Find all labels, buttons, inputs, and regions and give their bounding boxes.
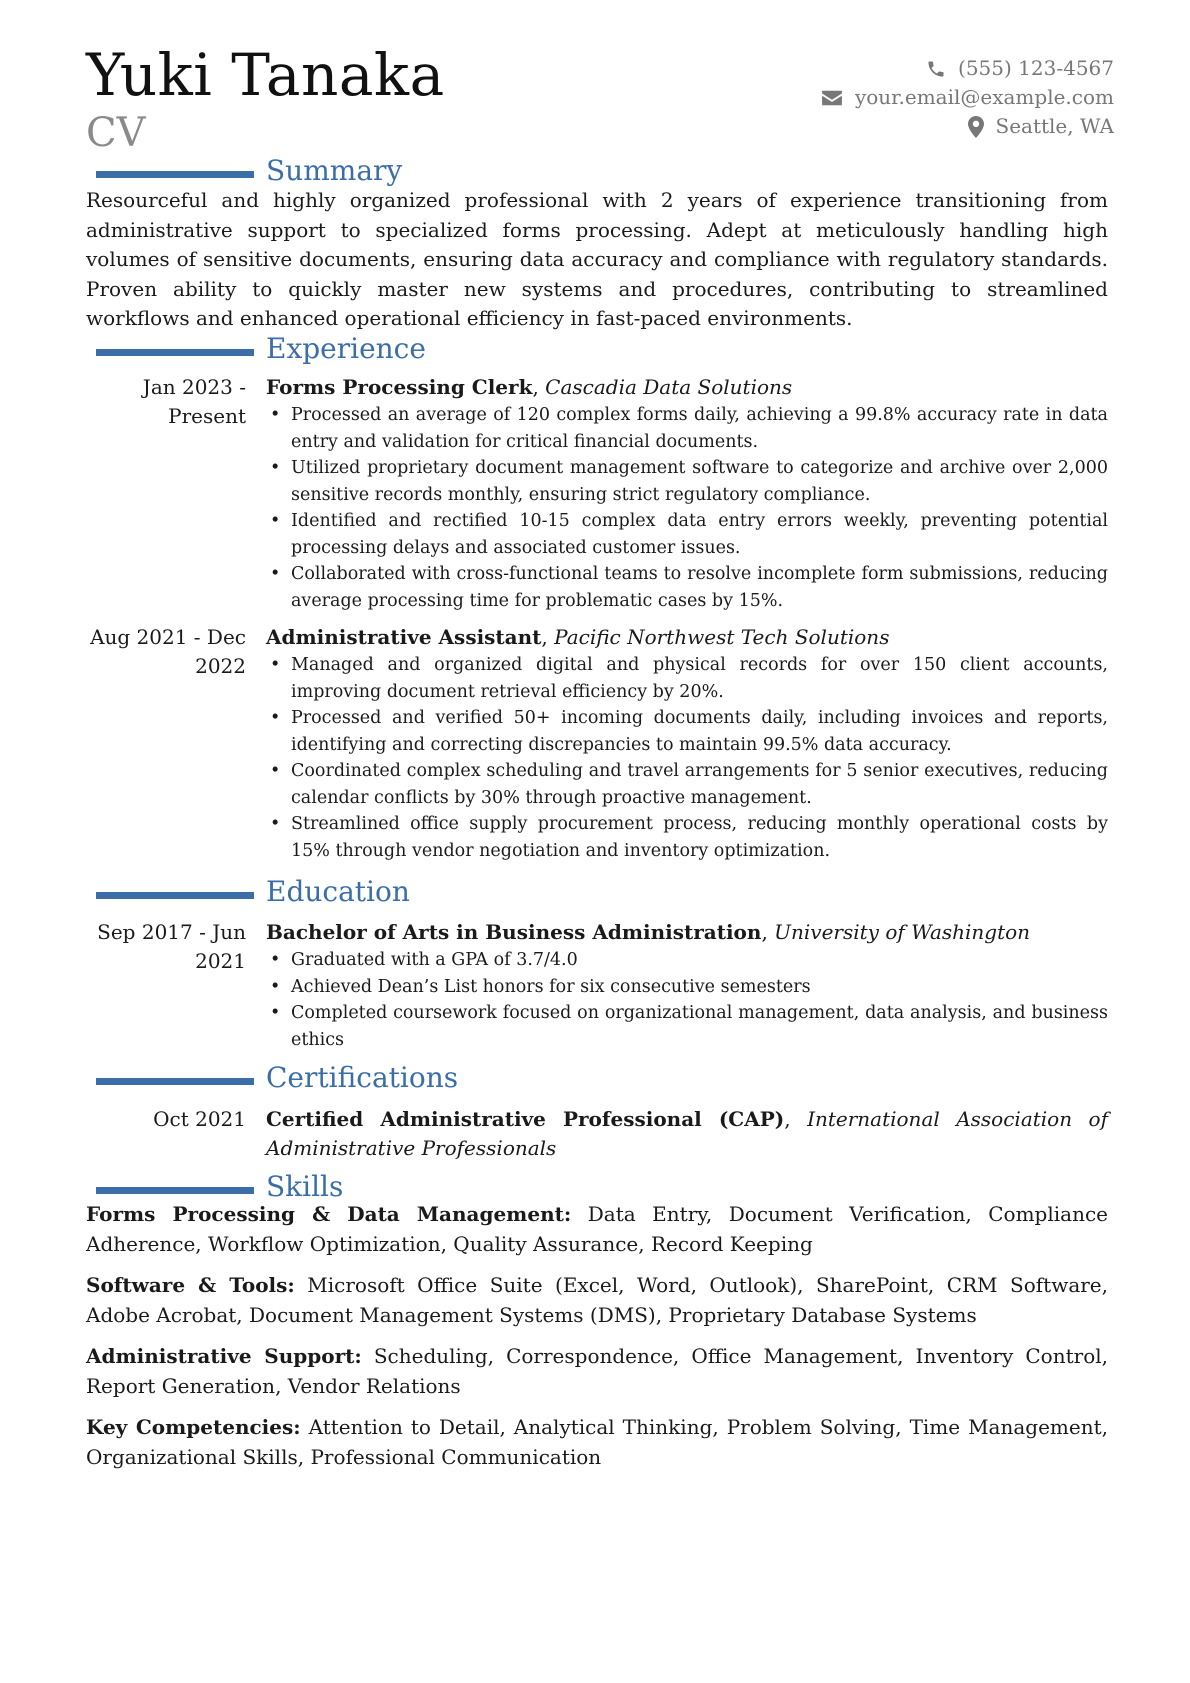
entry-date: Aug 2021 - Dec 2022 [90,625,246,678]
skill-value: Data Entry, Document Verification, Compliance Adherence, Workflow Optimization, Quality Assurance, Record Keeping [86,1202,1108,1256]
section-accent-bar [96,1078,254,1085]
entry-content [266,623,1108,864]
section-accent-bar [96,171,254,178]
entry-degree: Bachelor of Arts in Business Administration [266,920,762,944]
section-title: Education [266,875,410,908]
section-title: Summary [266,154,403,187]
section-accent-bar [96,349,254,356]
contact-email [821,83,1114,112]
skill-row [86,1413,1108,1472]
location-pin-icon [968,116,984,138]
summary-text: Resourceful and highly organized professional with 2 years of experience transitioning from administrative support to specialized forms processing. Adept at meticulously handling high volumes of sensitive documents, ensuring data accuracy and compliance with regulatory standards. Proven ability to quickly master new systems and procedures, contributing to streamlined workflows and enhanced operational efficiency in fast-paced environments. [86,188,1108,330]
entry-bullets [266,402,1108,614]
candidate-name: Yuki Tanaka [86,41,445,109]
certification-name: Certified Administrative Professional (CAP) [266,1107,785,1131]
entry-title: Certified Administrative Professional (CAP), International Association of Administrative Professionals [266,1107,1109,1160]
phone-text[interactable]: (555) 123-4567 [958,56,1114,80]
skill-label: Software & Tools: [86,1273,295,1297]
skill-value: Microsoft Office Suite (Excel, Word, Outlook), SharePoint, CRM Software, Adobe Acrobat, Document Management Systems (DMS), Proprietary Database Systems [86,1273,1108,1327]
entry-role: Administrative Assistant [266,625,542,649]
entry-date: Jan 2023 - Present [142,375,246,428]
section-title: Skills [266,1170,344,1203]
entry-title: Forms Processing Clerk, Cascadia Data Solutions [266,375,793,399]
section-title: Experience [266,332,426,365]
list-item: • Utilized proprietary document management software to categorize and archive over 2,000 sensitive records monthly, ensuring strict regulatory compliance. [266,455,1108,508]
list-item: • Completed coursework focused on organizational management, data analysis, and business ethics [266,1000,1108,1053]
skill-row [86,1271,1108,1330]
list-item: • Managed and organized digital and physical records for over 150 client accounts, improving document retrieval efficiency by 20%. [266,652,1108,705]
entry-content [266,918,1108,1053]
list-item: • Graduated with a GPA of 3.7/4.0 [266,947,1108,974]
entry-date: Sep 2017 - Jun 2021 [97,920,246,973]
document-subtitle: CV [86,110,146,156]
list-item: • Processed an average of 120 complex forms daily, achieving a 99.8% accuracy rate in data entry and validation for critical financial documents. [266,402,1108,455]
skill-row [86,1342,1108,1401]
section-accent-bar [96,1187,254,1194]
entry-role: Forms Processing Clerk [266,375,533,399]
entry-institution: University of Washington [774,920,1031,944]
entry-title: Bachelor of Arts in Business Administration, University of Washington [266,920,1031,944]
location-text: Seattle, WA [995,114,1114,138]
entry-organization: Cascadia Data Solutions [545,375,793,399]
skill-row [86,1200,1108,1259]
entry-bullets [266,652,1108,864]
list-item: • Coordinated complex scheduling and travel arrangements for 5 senior executives, reducing calendar conflicts by 30% through proactive management. [266,758,1108,811]
section-accent-bar [96,892,254,899]
phone-icon [926,59,946,79]
skill-value: Scheduling, Correspondence, Office Management, Inventory Control, Report Generation, Vendor Relations [86,1344,1108,1398]
list-item: • Achieved Dean’s List honors for six consecutive semesters [266,974,1108,1001]
entry-content [266,373,1108,614]
entry-bullets [266,947,1108,1053]
certification-issuer: International Association of Administrative Professionals [266,1107,1109,1160]
contact-block [821,54,1114,141]
entry-content [266,1105,1108,1163]
contact-location [821,112,1114,141]
skill-label: Forms Processing & Data Management: [86,1202,572,1226]
list-item: • Identified and rectified 10-15 complex data entry errors weekly, preventing potential processing delays and associated customer issues. [266,508,1108,561]
entry-date: Oct 2021 [153,1107,246,1131]
contact-phone [821,54,1114,83]
skill-label: Administrative Support: [86,1344,362,1368]
envelope-icon [821,89,843,107]
skill-value: Attention to Detail, Analytical Thinking, Problem Solving, Time Management, Organizational Skills, Professional Communication [86,1415,1108,1469]
skills-list [86,1200,1108,1484]
section-title: Certifications [266,1061,459,1094]
entry-title: Administrative Assistant, Pacific Northwest Tech Solutions [266,625,890,649]
list-item: • Streamlined office supply procurement process, reducing monthly operational costs by 15% through vendor negotiation and inventory optimization. [266,811,1108,864]
list-item: • Processed and verified 50+ incoming documents daily, including invoices and reports, identifying and correcting discrepancies to maintain 99.5% data accuracy. [266,705,1108,758]
entry-organization: Pacific Northwest Tech Solutions [554,625,890,649]
email-link[interactable]: your.email@example.com [854,85,1114,109]
skill-label: Key Competencies: [86,1415,301,1439]
list-item: • Collaborated with cross-functional teams to resolve incomplete form submissions, reducing average processing time for problematic cases by 15%. [266,561,1108,614]
